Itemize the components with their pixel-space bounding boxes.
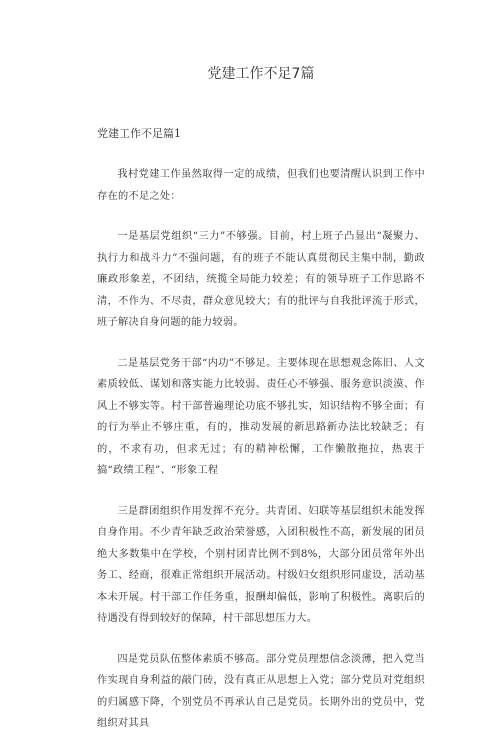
paragraph-point-2: 二是基层党务干部“内功”不够足。主要体现在思想观念陈旧、人文素质较低、谋划和落实能力比较弱、责任心不够强、服务意识淡漠、作风上不够实等。村干部普遍理论功底不够扎实，知识结构不够全面；有的行为举止不够庄重，有的，推动发展的新思路新办法比较缺乏；有的，不求有功，但求无过；有的精神松懈，工作懒散拖拉，热衷于搞“政绩工程”、“形象工程	[97, 357, 425, 476]
paragraph-intro: 我村党建工作虽然取得一定的成绩，但我们也要清醒认识到工作中存在的不足之处：	[97, 169, 425, 202]
section-subtitle: 党建工作不足篇1	[97, 127, 181, 140]
paragraph-point-3: 三是群团组织作用发挥不充分。共青团、妇联等基层组织未能发挥自身作用。不少青年缺乏政治荣誉感，入团积极性不高，新发展的团员绝大多数集中在学校，个别村团青比例不到8%，大部分团员常年外出务工、经商，很难正常组织开展活动。村级妇女组织形同虚设，活动基本未开展。村干部工作任务重，报酬却偏低，影响了积极性。离职后的待遇没有得到较好的保障，村干部思想压力大。	[97, 505, 425, 624]
paragraph-point-4: 四是党员队伍整体素质不够高。部分党员理想信念淡薄，把入党当作实现自身利益的敲门砖，没有真正从思想上入党；部分党员对党组织的归属感下降，个别党员不再承认自己是党员。长期外出的党员中，党组织对其具	[97, 653, 425, 729]
paragraph-point-1: 一是基层党组织“三力”不够强。目前，村上班子凸显出“凝聚力、执行力和战斗力”不强问题，有的班子不能认真贯彻民主集中制，勤政廉政形象差，不团结，统揽全局能力较差；有的领导班子工作思路不清，不作为、不尽责，群众意见较大；有的批评与自我批评流于形式，班子解决自身问题的能力较弱。	[97, 231, 425, 328]
document-title: 党建工作不足7篇	[207, 66, 315, 82]
